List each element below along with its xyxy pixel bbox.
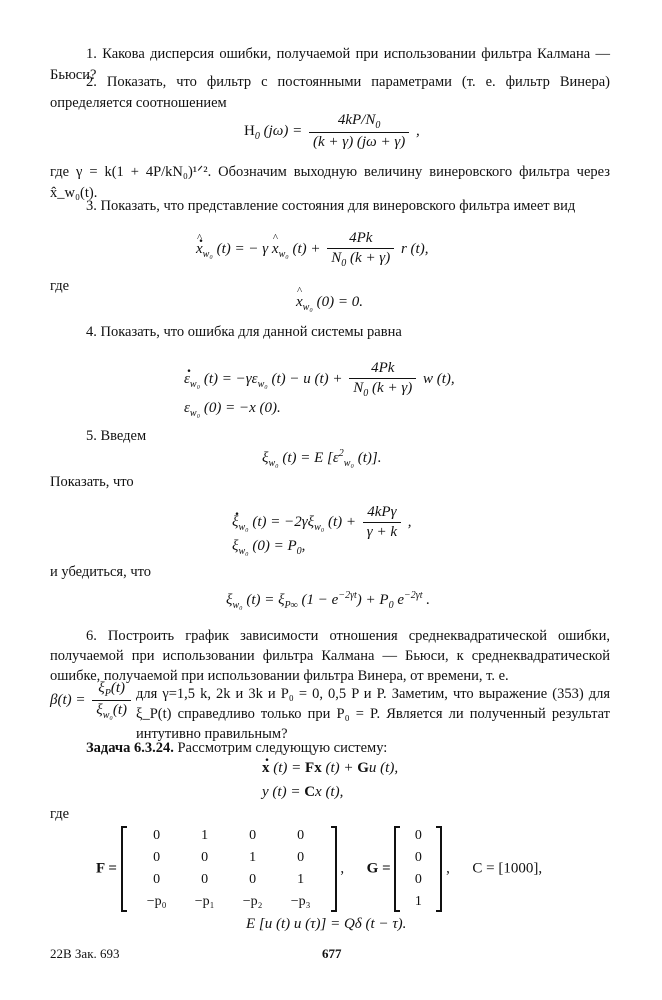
equation-system-1: . x (t) = Fx (t) + Gu (t), bbox=[262, 760, 398, 777]
task-text: Рассмотрим следующую систему: bbox=[177, 740, 388, 756]
equation-init-2: $\varepsilon_{w_0}$ (0) = −x (0). bbox=[184, 400, 281, 419]
equation-init-3: $\xi_{w_0}$ $(0) = P_0$, bbox=[232, 538, 306, 557]
problem-4: 4. Показать, что ошибка для данной системы равна bbox=[86, 324, 402, 340]
equation-beta: β(t) = $\frac{\xi_P(t)}{\xi_{w_0}(t)}$ bbox=[50, 680, 134, 721]
problem-5: 5. Введем bbox=[86, 428, 147, 444]
where-label-2: где bbox=[50, 806, 70, 822]
equation-init-1: ^ $x_{w_0}$ (0) = 0. bbox=[296, 294, 363, 313]
page-number: 677 bbox=[322, 946, 342, 961]
problem-1: 1. Какова дисперсия ошибки, получаемой при использовании фильтра Калмана — Бьюси? bbox=[50, 46, 610, 83]
printer-signature: 22В Зак. 693 bbox=[50, 946, 120, 961]
equation-noise: E [u (t) u (τ)] = Qδ (t − τ). bbox=[246, 916, 407, 932]
where-label-1: где bbox=[50, 278, 70, 294]
problem-6-tail: для γ=1,5 k, 2k и 3k и P₀ = 0, 0,5 P и P. Заметим, что выражение (353) для ξ_P(t) справедливо только при P₀ = P. Является ли полученный результат интутивно правильным? bbox=[136, 686, 610, 742]
problem-3: 3. Показать, что представление состояния для винеровского фильтра имеет вид bbox=[86, 198, 576, 214]
matrix-block: F = 0 1 0 0 0 0 1 0 0 0 0 1 −p₀ −p₁ −p₂ −p₃ , G = 0 0 0 1 , C = [1000], bbox=[96, 826, 542, 912]
matrix-g: 0 0 0 1 bbox=[394, 826, 442, 912]
equation-system-2: y (t) = Cx (t), bbox=[262, 784, 344, 800]
show-that-label: Показать, что bbox=[50, 474, 134, 490]
matrix-c: C = [1000], bbox=[472, 860, 543, 877]
task-label: Задача 6.3.24. bbox=[86, 740, 174, 756]
task-heading bbox=[50, 738, 610, 759]
equation-xi-dot: . $\xi_{w_0}$ $(t) = -2\gamma\xi_{w_0}$ (t) + $\frac{\text{4kPγ}}{\gamma + k}$ , bbox=[232, 504, 412, 541]
equation-error: . $\varepsilon_{w_0}$ $(t) = -\gamma\varepsilon_{w_0}$ (t) − u (t) + $\frac{4Pk}{N_0 (k + \gamma)}$ w (t), bbox=[184, 360, 455, 399]
problem-6: 6. Построить график зависимости отношения среднеквадратической ошибки, получаемой при использовании фильтра Калмана — Бьюси, к среднеквадратической ошибке, получаемой при использовании фильтра Винера, от времени, т. е. bbox=[50, 628, 610, 684]
equation-state: . ^ $x_{w_0}$ (t) = − γ ^ $x_{w_0}$ (t) + $\frac{4Pk}{N_0 (k + \gamma)}$ r (t), bbox=[196, 230, 428, 269]
equation-xi: $\xi_{w_0}$ (t) = E [$\varepsilon^2_{w_0}$ (t)]. bbox=[262, 448, 382, 469]
verify-label: и убедиться, что bbox=[50, 564, 152, 580]
matrix-f: 0 1 0 0 0 0 1 0 0 0 0 1 −p₀ −p₁ −p₂ −p₃ bbox=[121, 826, 337, 912]
problem-2-note: где γ = k(1 + 4P/kN₀)¹ᐟ². Обозначим выходную величину винеровского фильтра через x̂_w₀(t). bbox=[50, 164, 610, 201]
equation-solution: $\xi_{w_0}$ $(t) = \xi_{P\infty}$ $(1 - e^{-2\gamma t}) + P_0$ $e^{-2\gamma t}$ . bbox=[226, 590, 430, 611]
equation-h0: $H_0$ (jω) = $\frac{4kP/N_0}{(k + \gamma) (j\omega + \gamma)}$ , bbox=[244, 112, 420, 150]
problem-2: 2. Показать, что фильтр с постоянными параметрами (т. е. фильтр Винера) определяется соотношением bbox=[50, 74, 610, 111]
